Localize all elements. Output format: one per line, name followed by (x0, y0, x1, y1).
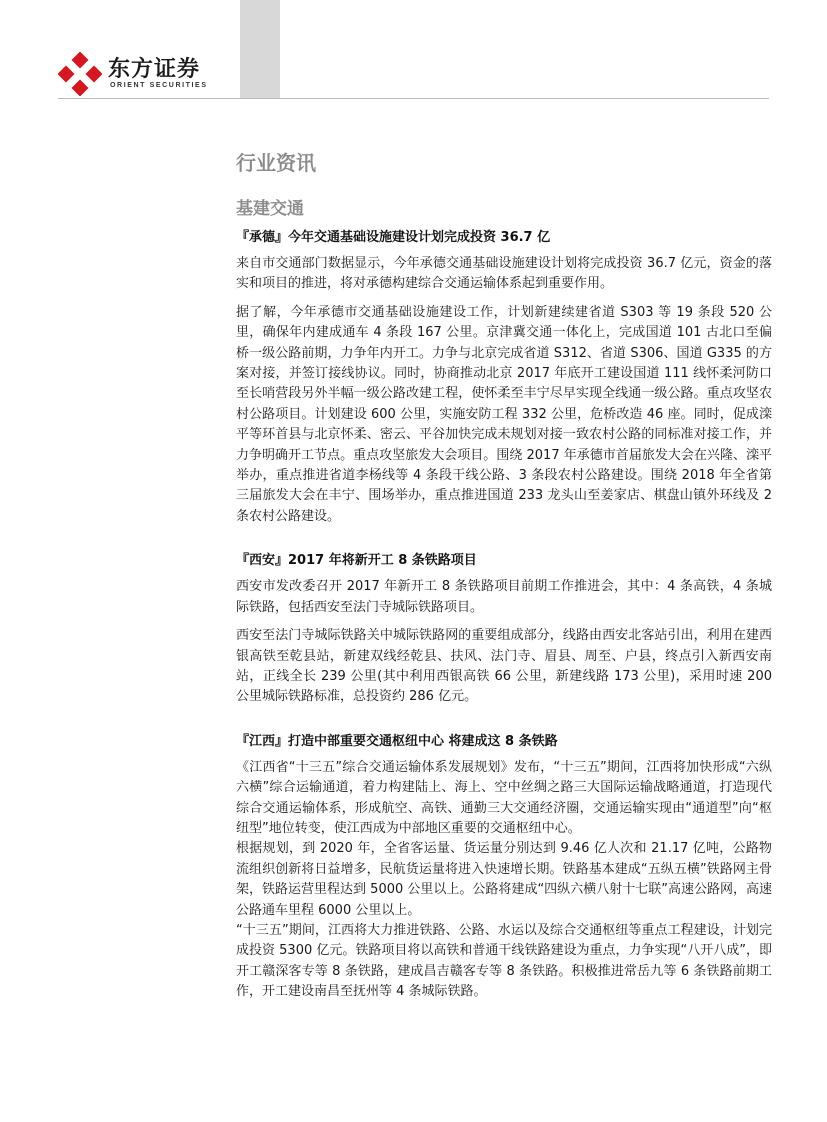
article-paragraph: 根据规划，到 2020 年，全省客运量、货运量分别达到 9.46 亿人次和 21.17 亿吨，公路物流组织创新将日益增多，民航货运量将进入快速增长期。铁路基本建成“五纵五横”铁路网主骨架，铁路运营里程达到 5000 公里以上。公路将建成“四纵六横八射十七联”高速公路网，高速公路通车里程 6000 公里以上。 (236, 841, 772, 918)
brand-name-cn: 东方证券 (108, 57, 201, 82)
article-xian (236, 551, 772, 707)
article-paragraph: 西安至法门寺城际铁路关中城际铁路网的重要组成部分，线路由西安北客站引出，利用在建西银高铁至乾县站，新建双线经乾县、扶风、法门寺、眉县、周至、户县，终点引入新西安南站，正线全长 239 公里(其中利用西银高铁 66 公里，新建线路 173 公里)，采用时速 200 公里城际铁路标准，总投资约 286 亿元。 (236, 628, 772, 705)
article-paragraph: 来自市交通部门数据显示，今年承德交通基础设施建设计划将完成投资 36.7 亿元，资金的落实和项目的推进，将对承德构建综合交通运输体系起到重要作用。 (236, 256, 772, 292)
article-paragraph: 西安市发改委召开 2017 年新开工 8 条铁路项目前期工作推进会，其中：4 条高铁，4 条城际铁路，包括西安至法门寺城际铁路项目。 (236, 579, 772, 615)
page-content (236, 150, 772, 1027)
article-chengde (236, 228, 772, 527)
article-paragraph: 《江西省“十三五”综合交通运输体系发展规划》发布，“十三五”期间，江西将加快形成“六纵六横”综合运输通道，着力构建陆上、海上、空中丝绸之路三大国际运输战略通道，打造现代综合交通运输体系，形成航空、高铁、通勤三大交通经济圈，交通运输实现由“通道型”向“枢纽型”地位转变，使江西成为中部地区重要的交通枢纽中心。 (236, 759, 772, 836)
article-title: 『江西』打造中部重要交通枢纽中心 将建成这 8 条铁路 (236, 733, 558, 749)
header-divider (58, 98, 769, 99)
header-gray-tab (240, 0, 280, 98)
subsection-title: 基建交通 (236, 199, 304, 219)
article-title: 『西安』2017 年将新开工 8 条铁路项目 (236, 553, 477, 569)
orient-securities-logo-icon (58, 52, 102, 96)
article-jiangxi (236, 732, 772, 1003)
section-title: 行业资讯 (236, 151, 316, 175)
article-paragraph: 据了解，今年承德市交通基础设施建设工作，计划新建续建省道 S303 等 19 条段 520 公里，确保年内建成通车 4 条段 167 公里。京津冀交通一体化上，完成国道 101 古北口至偏桥一级公路前期，力争年内开工。力争与北京完成省道 S312、省道 S306、国道 G335 的方案对接，并签订接线协议。同时，协商推动北京 2017 年底开工建设国道 111 线怀柔河防口至长哨营段另外半幅一级公路改建工程，使怀柔至丰宁尽早实现全线通一级公路。重点攻坚农村公路项目。计划建设 600 公里，实施安防工程 332 公里，危桥改造 46 座。同时，促成滦平等环首县与北京怀柔、密云、平谷加快完成未规划对接一致农村公路的同标准对接工作，并力争明确开工节点。重点攻坚旅发大会项目。围绕 2017 年承德市首届旅发大会在兴隆、滦平举办，重点推进省道李杨线等 4 条段干线公路、3 条段农村公路建设。围绕 2018 年全省第三届旅发大会在丰宁、围场举办，重点推进国道 233 龙头山至姜家店、棋盘山镇外环线及 2 条农村公路建设。 (236, 304, 772, 524)
brand-name-en: ORIENT SECURITIES (110, 82, 208, 89)
brand-logo (58, 48, 228, 98)
article-title: 『承德』今年交通基础设施建设计划完成投资 36.7 亿 (236, 230, 551, 245)
article-paragraph: “十三五”期间，江西将大力推进铁路、公路、水运以及综合交通枢纽等重点工程建设，计划完成投资 5300 亿元。铁路项目将以高铁和普通干线铁路建设为重点，力争实现“八开八成”，即开工赣深客专等 8 条铁路，建成昌吉赣客专等 8 条铁路。积极推进常岳九等 6 条铁路前期工作，开工建设南昌至抚州等 4 条城际铁路。 (236, 922, 772, 1000)
